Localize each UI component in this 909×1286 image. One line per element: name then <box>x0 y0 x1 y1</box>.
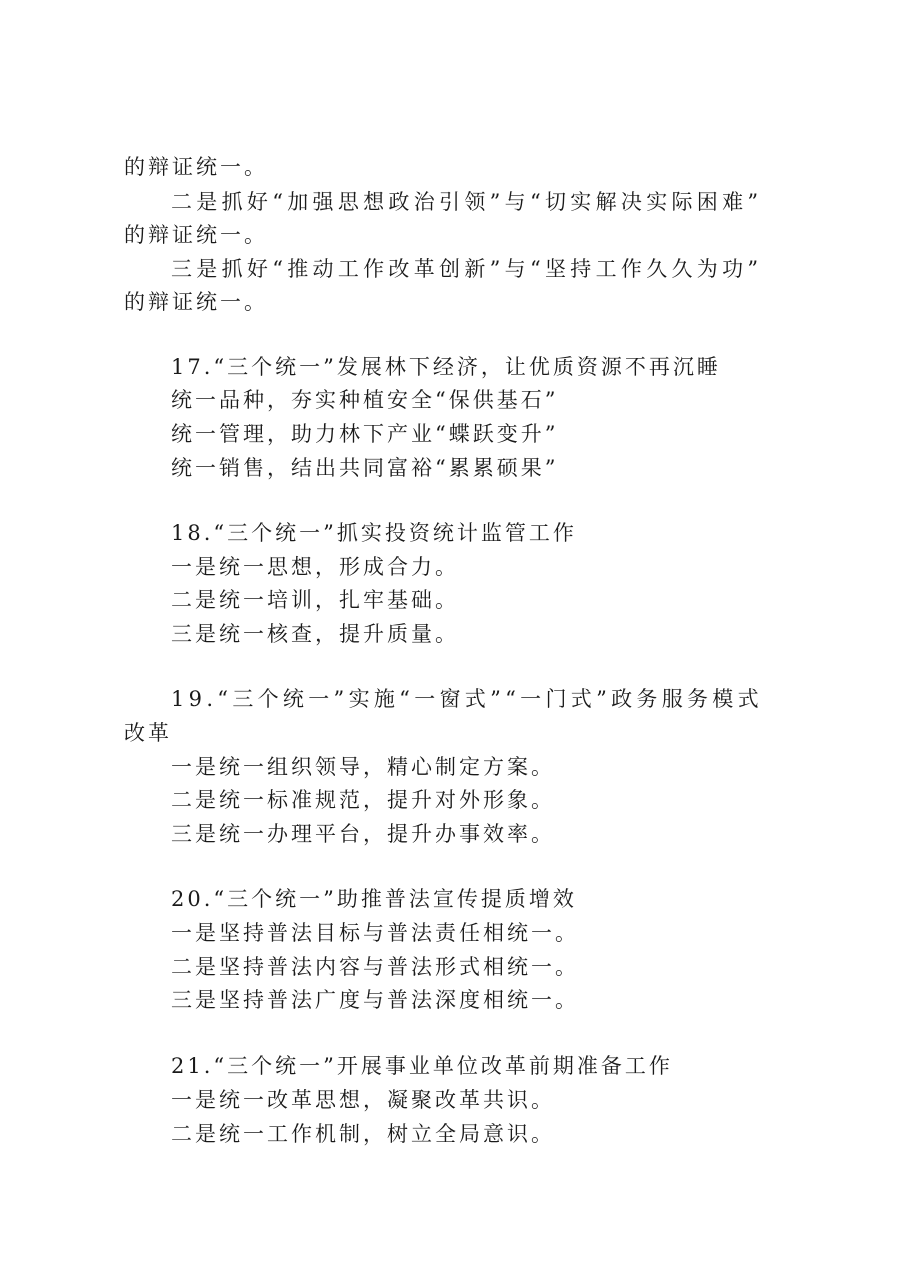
list-item: 二是统一培训，扎牢基础。 <box>171 588 459 612</box>
list-item: 一是统一组织领导，精心制定方案。 <box>171 755 555 779</box>
list-item: 统一管理，助力林下产业“蝶跃变升” <box>171 422 559 446</box>
paragraph-line: 三是抓好“推动工作改革创新”与“坚持工作久久为功” <box>171 257 763 281</box>
list-item: 统一销售，结出共同富裕“累累硕果” <box>171 456 559 480</box>
list-item: 三是统一核查，提升质量。 <box>171 622 459 646</box>
paragraph-line: 的辩证统一。 <box>124 155 268 179</box>
list-item: 一是坚持普法目标与普法责任相统一。 <box>171 921 579 945</box>
list-item: 三是坚持普法广度与普法深度相统一。 <box>171 988 579 1012</box>
section-heading: 19.“三个统一”实施“一窗式”“一门式”政务服务模式 <box>171 687 763 711</box>
section-heading-continuation: 改革 <box>124 721 172 745</box>
paragraph-line: 二是抓好“加强思想政治引领”与“切实解决实际困难” <box>171 190 763 214</box>
list-item: 统一品种，夯实种植安全“保供基石” <box>171 388 559 412</box>
list-item: 一是统一改革思想，凝聚改革共识。 <box>171 1088 555 1112</box>
section-heading: 20.“三个统一”助推普法宣传提质增效 <box>171 887 577 911</box>
section-heading: 21.“三个统一”开展事业单位改革前期准备工作 <box>171 1054 673 1078</box>
paragraph-line: 的辩证统一。 <box>124 223 268 247</box>
section-heading: 18.“三个统一”抓实投资统计监管工作 <box>171 521 577 545</box>
list-item: 二是统一标准规范，提升对外形象。 <box>171 788 555 812</box>
list-item: 二是统一工作机制，树立全局意识。 <box>171 1122 555 1146</box>
list-item: 一是统一思想，形成合力。 <box>171 555 459 579</box>
paragraph-line: 的辩证统一。 <box>124 290 268 314</box>
list-item: 二是坚持普法内容与普法形式相统一。 <box>171 955 579 979</box>
list-item: 三是统一办理平台，提升办事效率。 <box>171 822 555 846</box>
section-heading: 17.“三个统一”发展林下经济，让优质资源不再沉睡 <box>171 355 721 379</box>
